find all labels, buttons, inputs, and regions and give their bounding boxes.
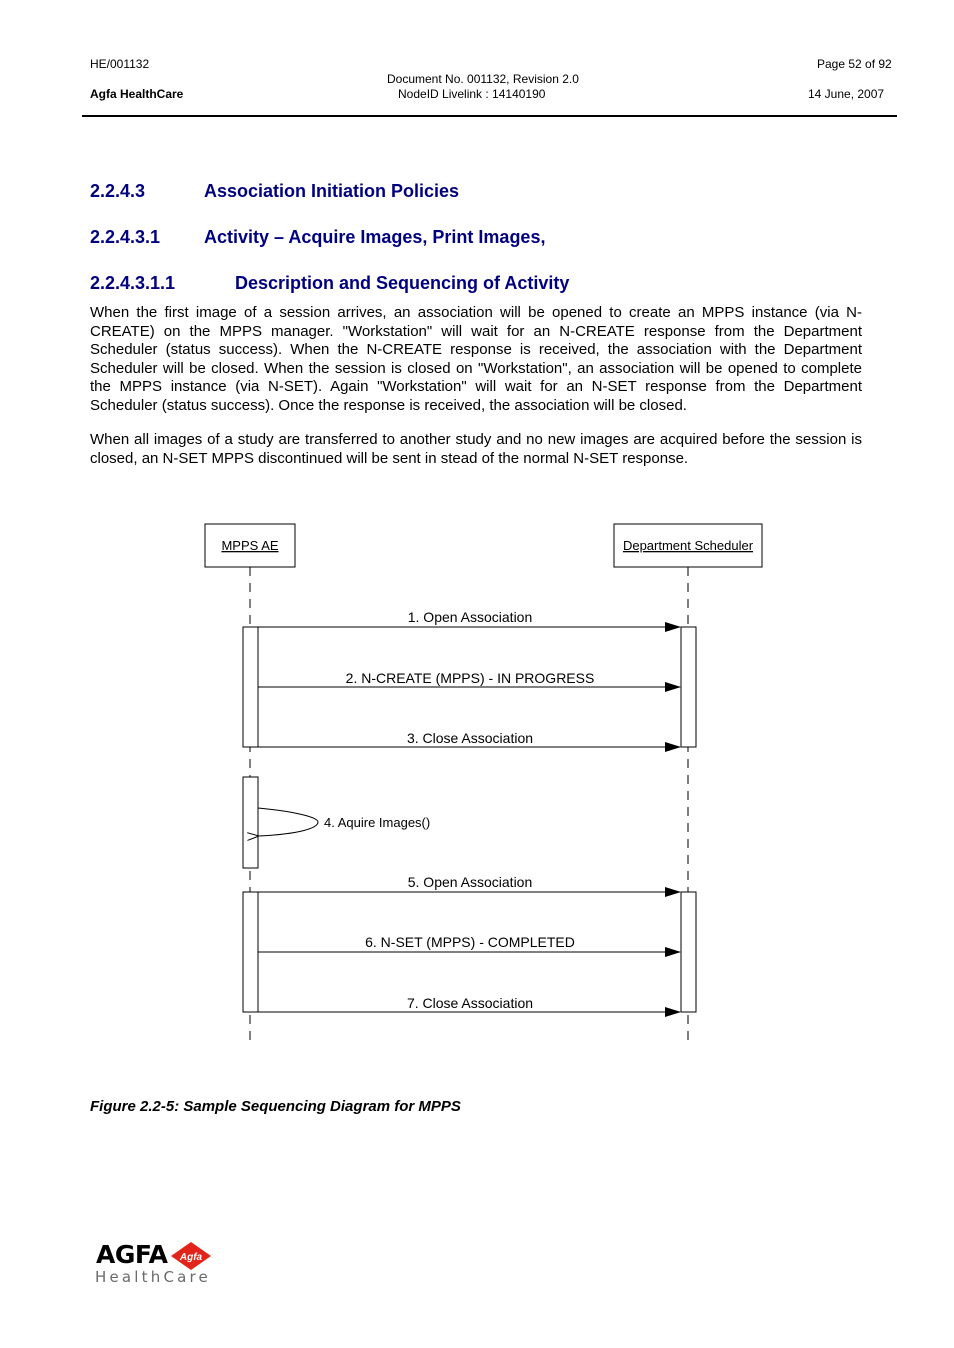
section-number: 2.2.4.3: [90, 181, 146, 201]
section-title: Activity – Acquire Images, Print Images,: [204, 227, 546, 247]
node-id: NodeID Livelink : 14140190: [398, 87, 546, 101]
section-number: 2.2.4.3.1: [90, 227, 161, 247]
actor-department-scheduler: [614, 524, 762, 567]
paragraph-discontinued-note: When all images of a study are transferred to another study and no new images are acquired before the session is closed, an N-SET MPPS discontinued will be sent in stead of the normal N-SET response.: [90, 431, 862, 467]
agfa-logo-badge-icon: [170, 1241, 212, 1271]
message-label-n-create: 2. N-CREATE (MPPS) - IN PROGRESS: [345, 670, 595, 686]
self-message-arrow: [258, 808, 318, 836]
section-number: 2.2.4.3.1.1: [90, 273, 176, 293]
message-label-open-association: 5. Open Association: [407, 874, 533, 890]
doc-code: HE/001132: [90, 57, 150, 71]
actor-label: MPPS AE: [221, 538, 279, 553]
message-label-open-association: 1. Open Association: [407, 609, 533, 625]
document-date: 14 June, 2007: [808, 87, 885, 101]
actor-label: Department Scheduler: [622, 538, 754, 553]
section-title: Association Initiation Policies: [204, 181, 460, 201]
activation-bar: [681, 627, 696, 747]
company-name: Agfa HealthCare: [90, 87, 184, 101]
message-label-close-association: 3. Close Association: [406, 730, 534, 746]
message-label-close-association: 7. Close Association: [406, 995, 534, 1011]
page-number: Page 52 of 92: [817, 57, 892, 71]
agfa-logo-wordmark: AGFA: [96, 1240, 168, 1269]
document-number: Document No. 001132, Revision 2.0: [387, 72, 579, 86]
paragraph-sequence-description: When the first image of a session arrives, an association will be opened to create an MPPS instance (via N-CREATE) on the MPPS manager. "Workstation" will wait for an N-CREATE response from the Department Scheduler (status success). When the N-CREATE response is received, the association with the Department Scheduler will be closed. When the session is closed on "Workstation", an association will be opened to complete the MPPS instance (via N-SET). Again "Workstation" will wait for an N-SET response from the Department Scheduler (status success). Once the response is received, the association will be closed.: [90, 304, 862, 414]
activation-bar: [243, 892, 258, 1012]
activation-bar: [243, 627, 258, 747]
activation-bar: [243, 777, 258, 868]
healthcare-logo-text: HealthCare: [95, 1268, 211, 1286]
actor-mpps-ae: [205, 524, 295, 567]
figure-caption: Figure 2.2-5: Sample Sequencing Diagram for MPPS: [90, 1098, 461, 1115]
activation-bar: [681, 892, 696, 1012]
logo-badge-text: Agfa: [179, 1252, 203, 1263]
message-label-n-set: 6. N-SET (MPPS) - COMPLETED: [365, 934, 575, 950]
message-label-acquire-images: 4. Aquire Images(): [324, 815, 431, 830]
section-title: Description and Sequencing of Activity: [235, 273, 570, 293]
